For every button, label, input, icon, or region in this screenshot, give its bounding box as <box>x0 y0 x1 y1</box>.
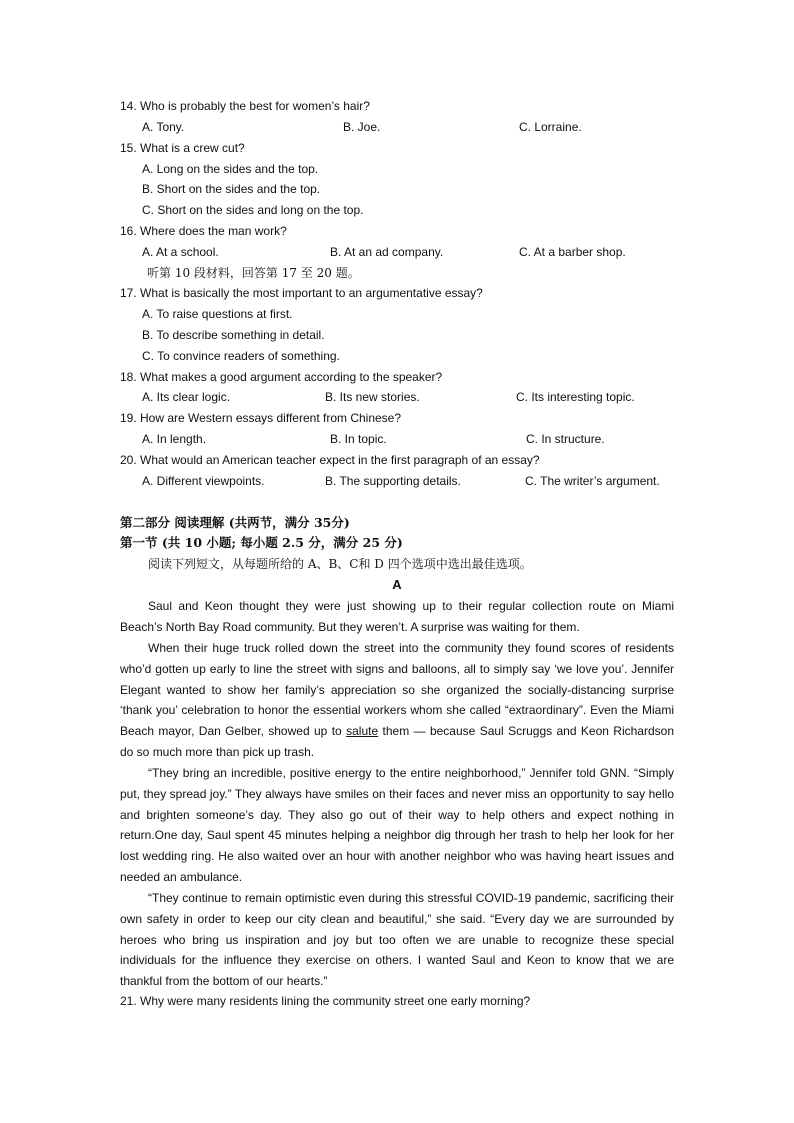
question-20-option-c: C. The writer’s argument. <box>525 474 660 488</box>
question-18-option-a: A. Its clear logic. <box>142 390 231 404</box>
question-18-stem: 18. What makes a good argument according to the speaker? <box>120 370 443 384</box>
question-18-option-c: C. Its interesting topic. <box>516 390 635 404</box>
question-21-stem: 21. Why were many residents lining the community street one early morning? <box>120 994 531 1008</box>
question-14-stem: 14. Who is probably the best for women’s hair? <box>120 99 370 113</box>
question-20-option-a: A. Different viewpoints. <box>142 474 265 488</box>
question-16-stem: 16. Where does the man work? <box>120 224 287 238</box>
passage-paragraph-1: Saul and Keon thought they were just showing up to their regular collection route on Miami Beach’s North Bay Road community. But they weren’t. A surprise was waiting for them. <box>120 599 674 634</box>
question-20-option-b: B. The supporting details. <box>325 474 461 488</box>
section-one-title: 第一节 (共 10 小题; 每小题 2.5 分，满分 25 分) <box>120 535 403 550</box>
passage-paragraph-4: “They continue to remain optimistic even during this stressful COVID-19 pandemic, sacrificing their own safety in order to keep our city clean and beautiful,” she said. “Every day we are surrounded by heroes who bring us inspiration and joy but too often we are unable to recognize these special individuals for the influence they exercise on others. I wanted Saul and Keon to know that we are thankful from the bottom of our hearts.” <box>120 891 674 989</box>
paragraph-2-text-after: them — because Saul Scruggs and Keon Richardson do so much more than pick up trash. <box>120 724 674 759</box>
paragraph-2-text-before: When their huge truck rolled down the street into the community they found scores of residents who’d gotten up early to line the street with signs and balloons, all to simply say ‘we love you’. Jennifer Elegant wanted to show her family’s appreciation so she organized the socially-distancing surprise ‘thank you’ celebration to honor the essential workers whom she called “extraordinary”. Even the Miami Beach mayor, Dan Gelber, showed up to <box>120 641 674 739</box>
reading-instruction: 阅读下列短文，从每题所给的 A、B、C和 D 四个选项中选出最佳选项。 <box>148 557 532 571</box>
part-two-title: 第二部分 阅读理解 (共两节，满分 35分) <box>120 515 350 530</box>
passage-paragraph-3: “They bring an incredible, positive energy to the entire neighborhood,” Jennifer told GNN. “Simply put, they spread joy.” They always have smiles on their faces and never miss an opportunity to say hello and brighten someone’s day. They also go out of their way to help others and expect nothing in return.One day, Saul spent 45 minutes helping a neighbor dig through her trash to help her look for her lost wedding ring. He also waited over an hour with another neighbor who was having heart issues and needed an ambulance. <box>120 766 674 884</box>
question-14-option-b: B. Joe. <box>343 120 381 134</box>
question-15-option-b: B. Short on the sides and the top. <box>142 182 321 196</box>
question-19-stem: 19. How are Western essays different from Chinese? <box>120 411 402 425</box>
question-15-option-c: C. Short on the sides and long on the top. <box>142 203 364 217</box>
question-16-option-c: C. At a barber shop. <box>519 245 626 259</box>
question-17-stem: 17. What is basically the most important to an argumentative essay? <box>120 286 483 300</box>
question-17-option-a: A. To raise questions at first. <box>142 307 293 321</box>
question-18-option-b: B. Its new stories. <box>325 390 420 404</box>
question-19-option-c: C. In structure. <box>526 432 605 446</box>
question-17-option-b: B. To describe something in detail. <box>142 328 325 342</box>
question-15-option-a: A. Long on the sides and the top. <box>142 162 319 176</box>
question-20-stem: 20. What would an American teacher expect in the first paragraph of an essay? <box>120 453 540 467</box>
question-19-option-a: A. In length. <box>142 432 207 446</box>
question-17-option-c: C. To convince readers of something. <box>142 349 340 363</box>
passage-label: A <box>392 577 402 592</box>
question-14-option-a: A. Tony. <box>142 120 185 134</box>
question-15-stem: 15. What is a crew cut? <box>120 141 245 155</box>
underlined-word-salute: salute <box>346 724 379 739</box>
question-19-option-b: B. In topic. <box>330 432 387 446</box>
question-16-option-a: A. At a school. <box>142 245 219 259</box>
listening-instruction: 听第 10 段材料，回答第 17 至 20 题。 <box>147 266 360 280</box>
question-16-option-b: B. At an ad company. <box>330 245 444 259</box>
passage-paragraph-2 <box>120 638 674 763</box>
question-14-option-c: C. Lorraine. <box>519 120 582 134</box>
